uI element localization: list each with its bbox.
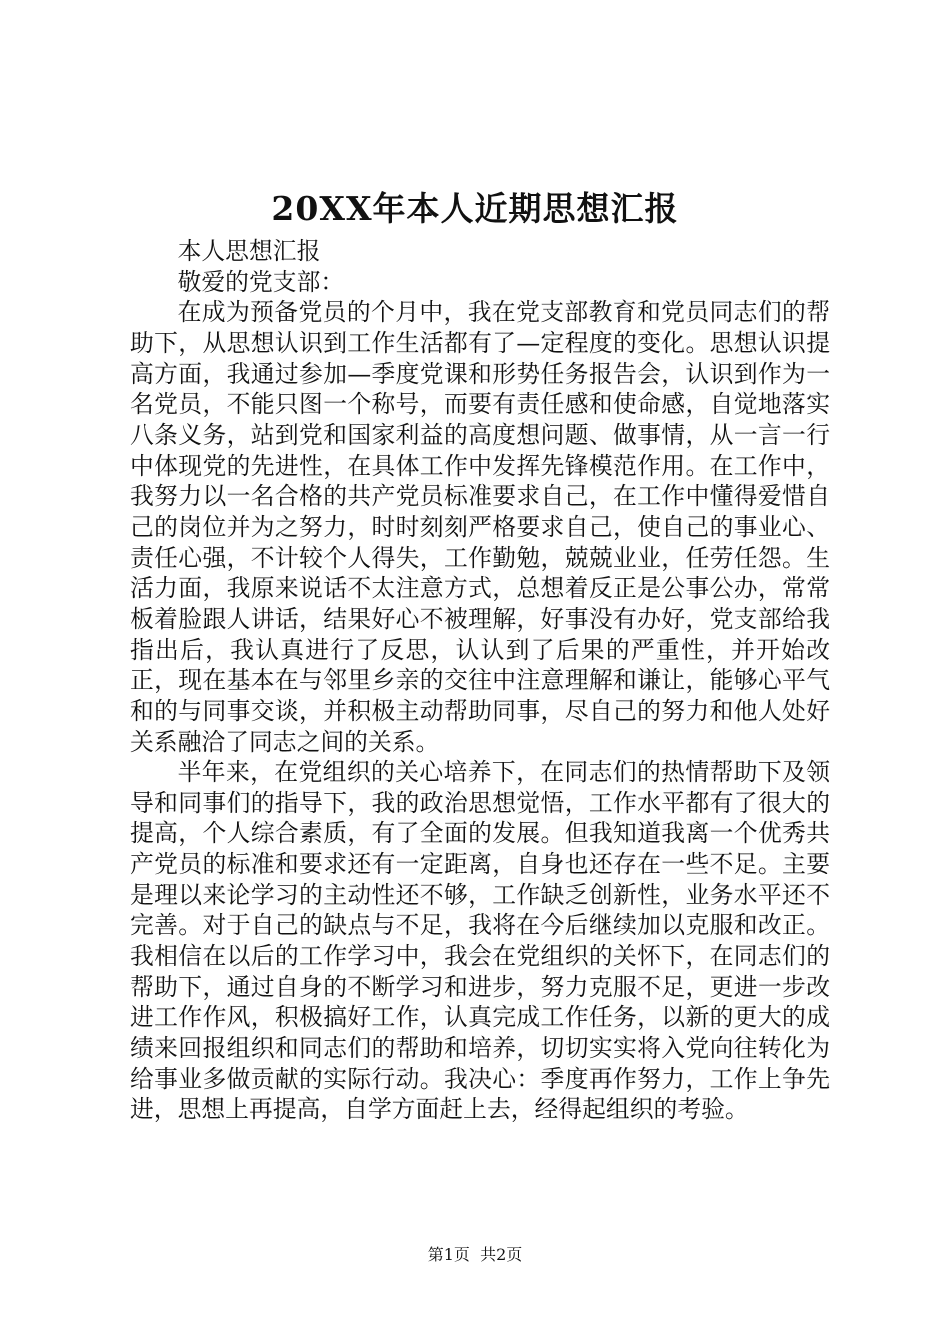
page-number-footer: 第1页 共2页 bbox=[427, 1245, 523, 1264]
document-subtitle: 本人思想汇报 bbox=[177, 237, 321, 265]
paragraph-1: 在成为预备党员的个月中，我在党支部教育和党员同志们的帮助下，从思想认识到工作生活都有了—定程度的变化。思想认识提高方面，我通过参加—季度党课和形势任务报告会，认识到作为一名党员，不能只图一个称号，而要有责任感和使命感，自觉地落实八条义务，站到党和国家利益的高度想问题、做事情，从一言一行中体现党的先进性，在具体工作中发挥先锋模范作用。在工作中，我努力以一名合格的共产党员标准要求自己，在工作中懂得爱惜自己的岗位并为之努力，时时刻刻严格要求自己，使自己的事业心、责任心强，不计较个人得失，工作勤勉，兢兢业业，任劳任怨。生活力面，我原来说话不太注意方式，总想着反正是公事公办，常常板着脸跟人讲话，结果好心不被理解，好事没有办好，党支部给我指出后，我认真进行了反思，认认到了后果的严重性，并开始改正，现在基本在与邻里乡亲的交往中注意理解和谦让，能够心平气和的与同事交谈，并积极主动帮助同事，尽自己的努力和他人处好关系融洽了同志之间的关系。 bbox=[130, 298, 830, 756]
paragraph-2: 半年来，在党组织的关心培养下，在同志们的热情帮助下及领导和同事们的指导下，我的政治思想觉悟，工作水平都有了很大的提高，个人综合素质，有了全面的发展。但我知道我离一个优秀共产党员的标准和要求还有一定距离，自身也还存在一些不足。主要是理以来论学习的主动性还不够，工作缺乏创新性，业务水平还不完善。对于自己的缺点与不足，我将在今后继续加以克服和改正。我相信在以后的工作学习中，我会在党组织的关怀下，在同志们的帮助下，通过自身的不断学习和进步，努力克服不足，更进一步改进工作作风，积极搞好工作，认真完成工作任务，以新的更大的成绩来回报组织和同志们的帮助和培养，切切实实将入党向往转化为给事业多做贡献的实际行动。我决心：季度再作努力，工作上争先进，思想上再提高，自学方面赶上去，经得起组织的考验。 bbox=[130, 758, 830, 1124]
salutation: 敬爱的党支部： bbox=[177, 267, 345, 296]
document-body bbox=[130, 236, 830, 1125]
document-title: 20XX年本人近期思想汇报 bbox=[271, 189, 679, 228]
